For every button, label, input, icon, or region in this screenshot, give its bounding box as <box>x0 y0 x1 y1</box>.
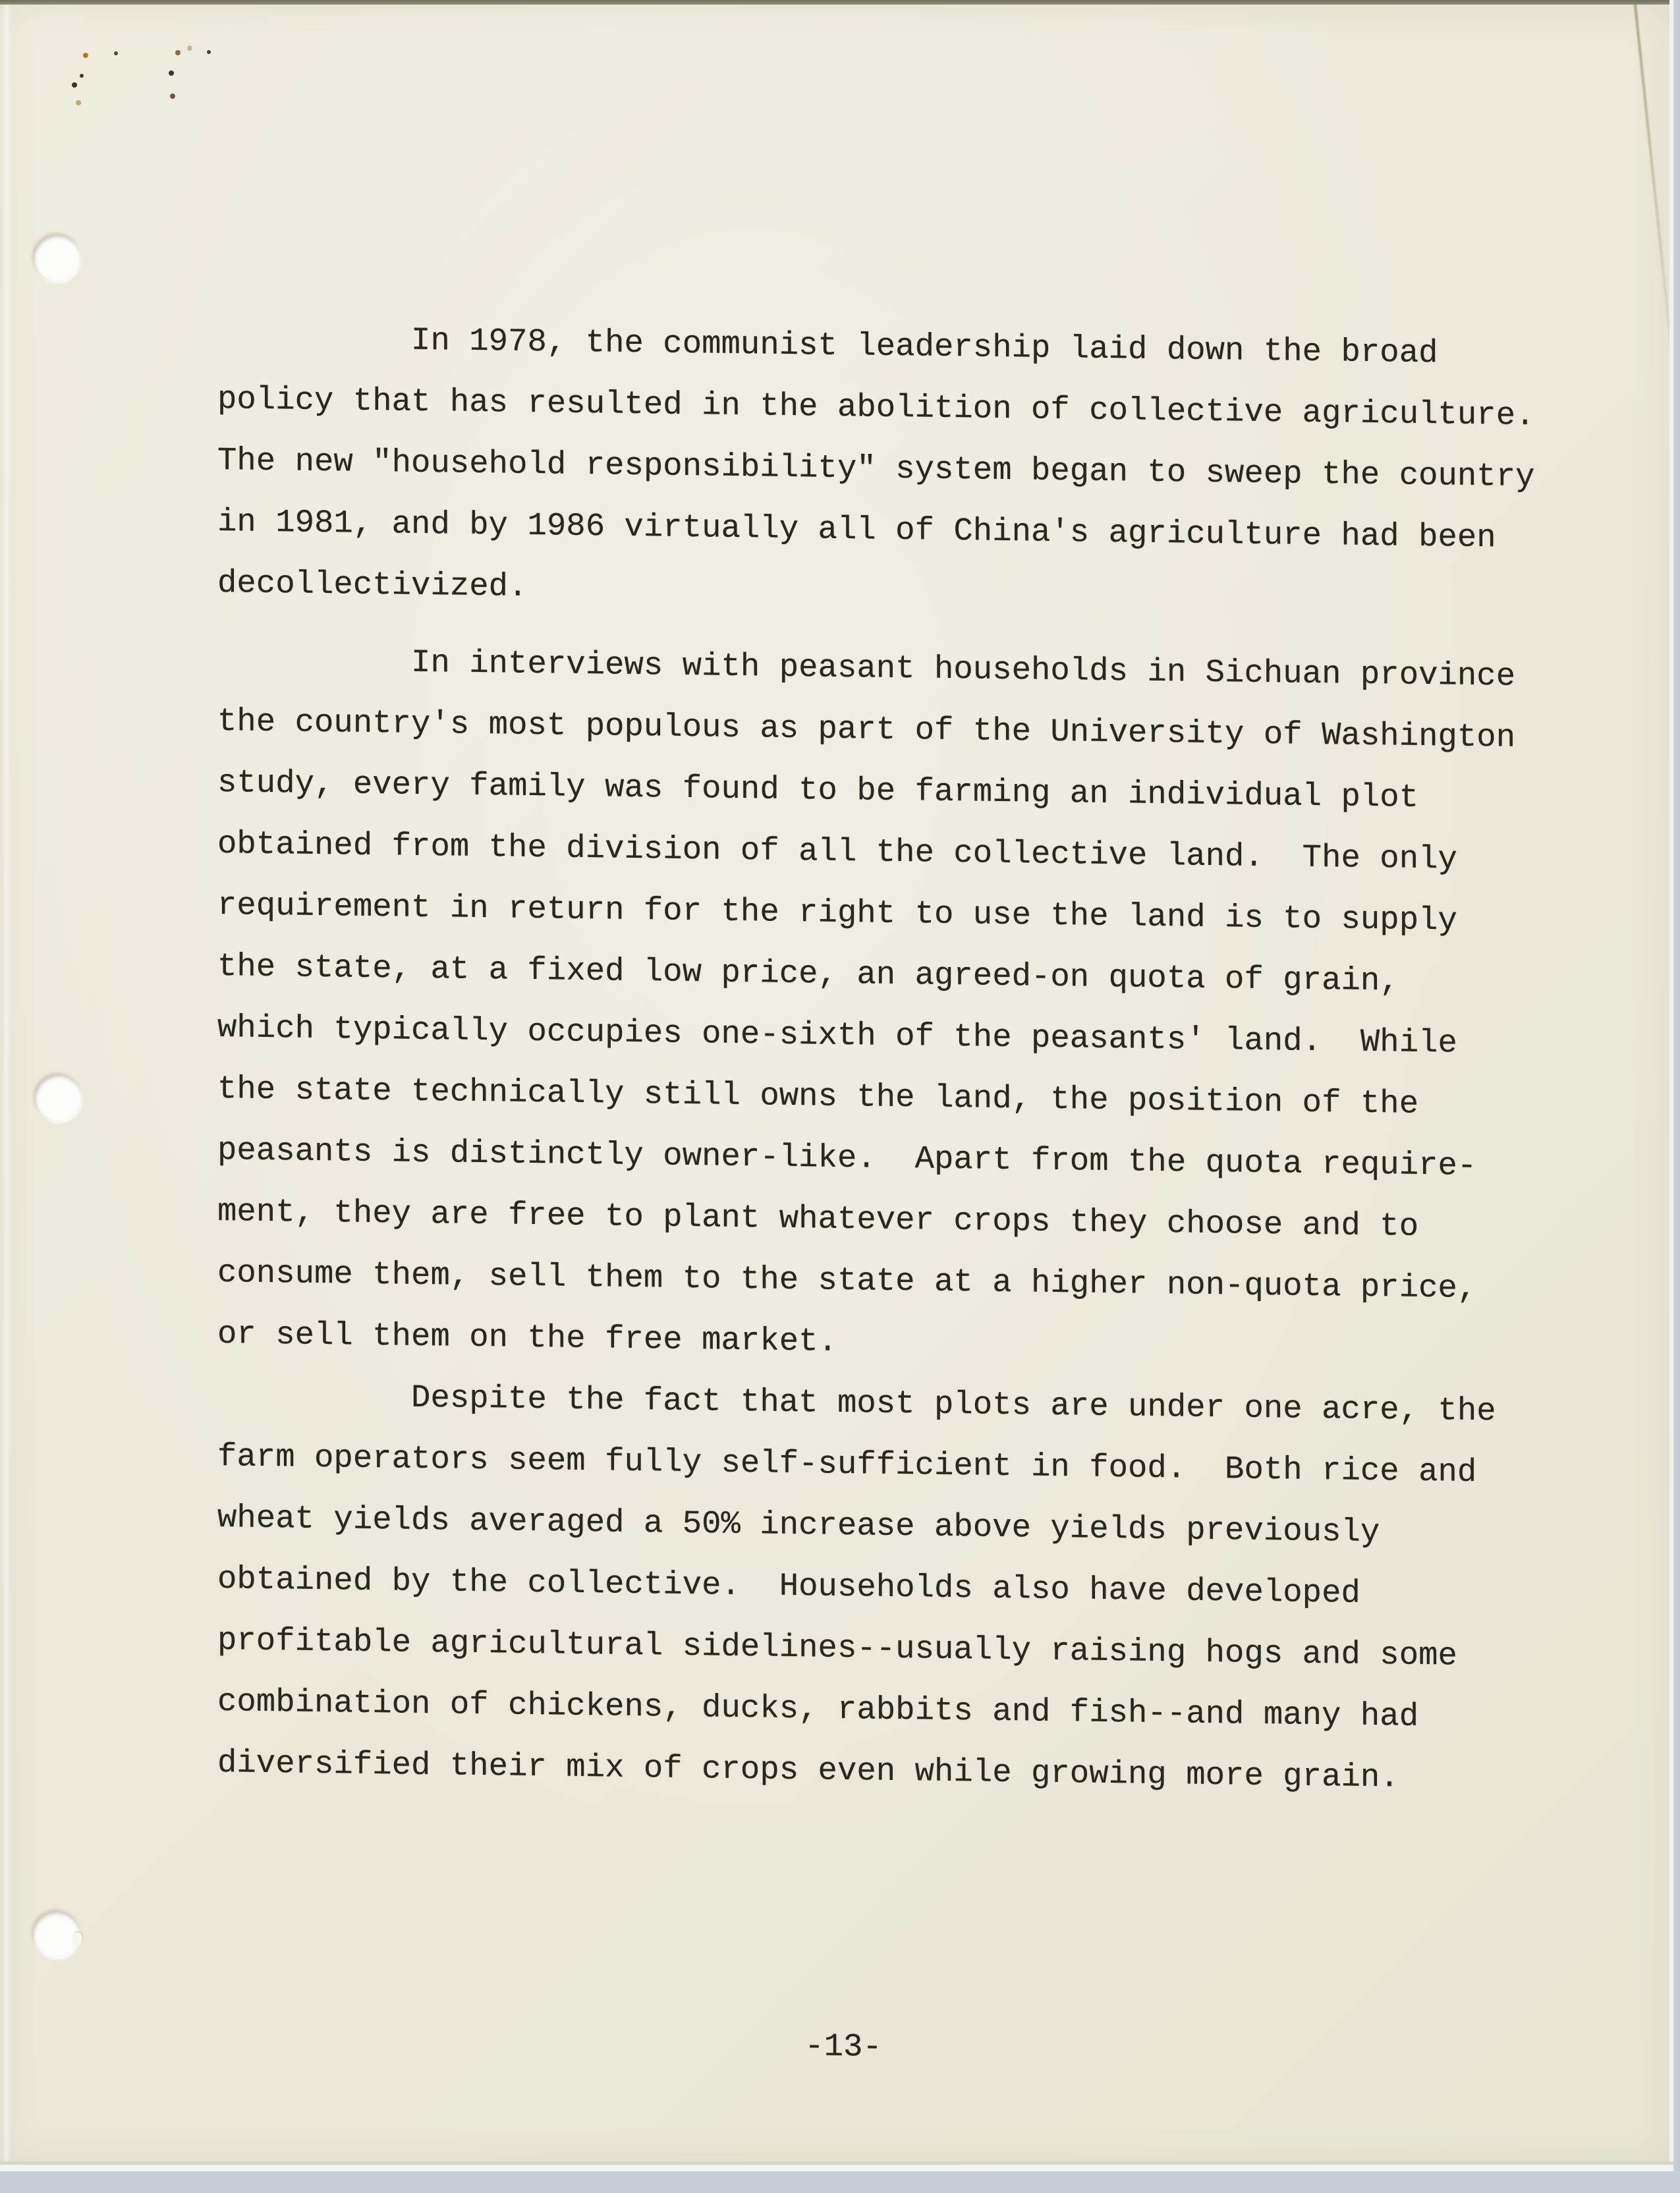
text-line: requirement in return for the right to use the land is to supply <box>217 887 1457 939</box>
text-line: wheat yields averaged a 50% increase above yields previously <box>217 1499 1380 1551</box>
text-line: policy that has resulted in the abolition of collective agriculture. <box>217 381 1535 435</box>
text-line: farm operators seem fully self-sufficient in food. Both rice and <box>217 1438 1477 1491</box>
text-line: the state, at a fixed low price, an agreed-on quota of grain, <box>217 948 1399 1000</box>
text-line: ment, they are free to plant whatever crops they choose and to <box>217 1193 1419 1245</box>
text-line: obtained by the collective. Households also have developed <box>217 1561 1360 1612</box>
text-line: In 1978, the communist leadership laid down the broad <box>411 321 1438 372</box>
paper-edge-highlight <box>4 5 9 2164</box>
text-line: in 1981, and by 1986 virtually all of China's agriculture had been <box>217 503 1496 557</box>
text-line: decollectivized. <box>217 565 528 605</box>
punch-hole-bottom <box>29 1908 82 1961</box>
typewritten-content <box>217 5 1575 2193</box>
scanner-edge-top <box>0 0 1680 5</box>
text-line: study, every family was found to be farming an individual plot <box>217 764 1419 816</box>
text-line: consume them, sell them to the state at a higher non-quota price, <box>217 1254 1477 1308</box>
text-line: In interviews with peasant households in Sichuan province <box>411 644 1516 695</box>
text-line: combination of chickens, ducks, rabbits and fish--and many had <box>217 1683 1419 1735</box>
text-line: Despite the fact that most plots are under one acre, the <box>411 1379 1496 1430</box>
body-text <box>217 308 1575 1811</box>
punch-hole-middle <box>34 1074 82 1122</box>
text-line: peasants is distinctly owner-like. Apart from the quota require- <box>217 1132 1477 1185</box>
text-line: the state technically still owns the land, the position of the <box>217 1070 1419 1123</box>
text-line: obtained from the division of all the collective land. The only <box>217 825 1457 878</box>
punch-hole-top <box>33 235 80 282</box>
scanner-edge-right <box>1673 0 1680 2171</box>
staple-marks <box>0 5 3 7</box>
text-line: the country's most populous as part of the University of Washington <box>217 703 1516 756</box>
page-number: -13- <box>804 2028 882 2066</box>
text-line: which typically occupies one-sixth of the peasants' land. While <box>217 1009 1457 1062</box>
text-line: profitable agricultural sidelines--usually raising hogs and some <box>217 1622 1457 1675</box>
paper-sheet <box>0 5 1669 2164</box>
text-line: diversified their mix of crops even while growing more grain. <box>217 1744 1399 1796</box>
scanner-edge-bottom <box>0 2165 1673 2171</box>
text-line: The new "household responsibility" system began to sweep the country <box>217 442 1535 496</box>
text-line: or sell them on the free market. <box>217 1316 837 1360</box>
